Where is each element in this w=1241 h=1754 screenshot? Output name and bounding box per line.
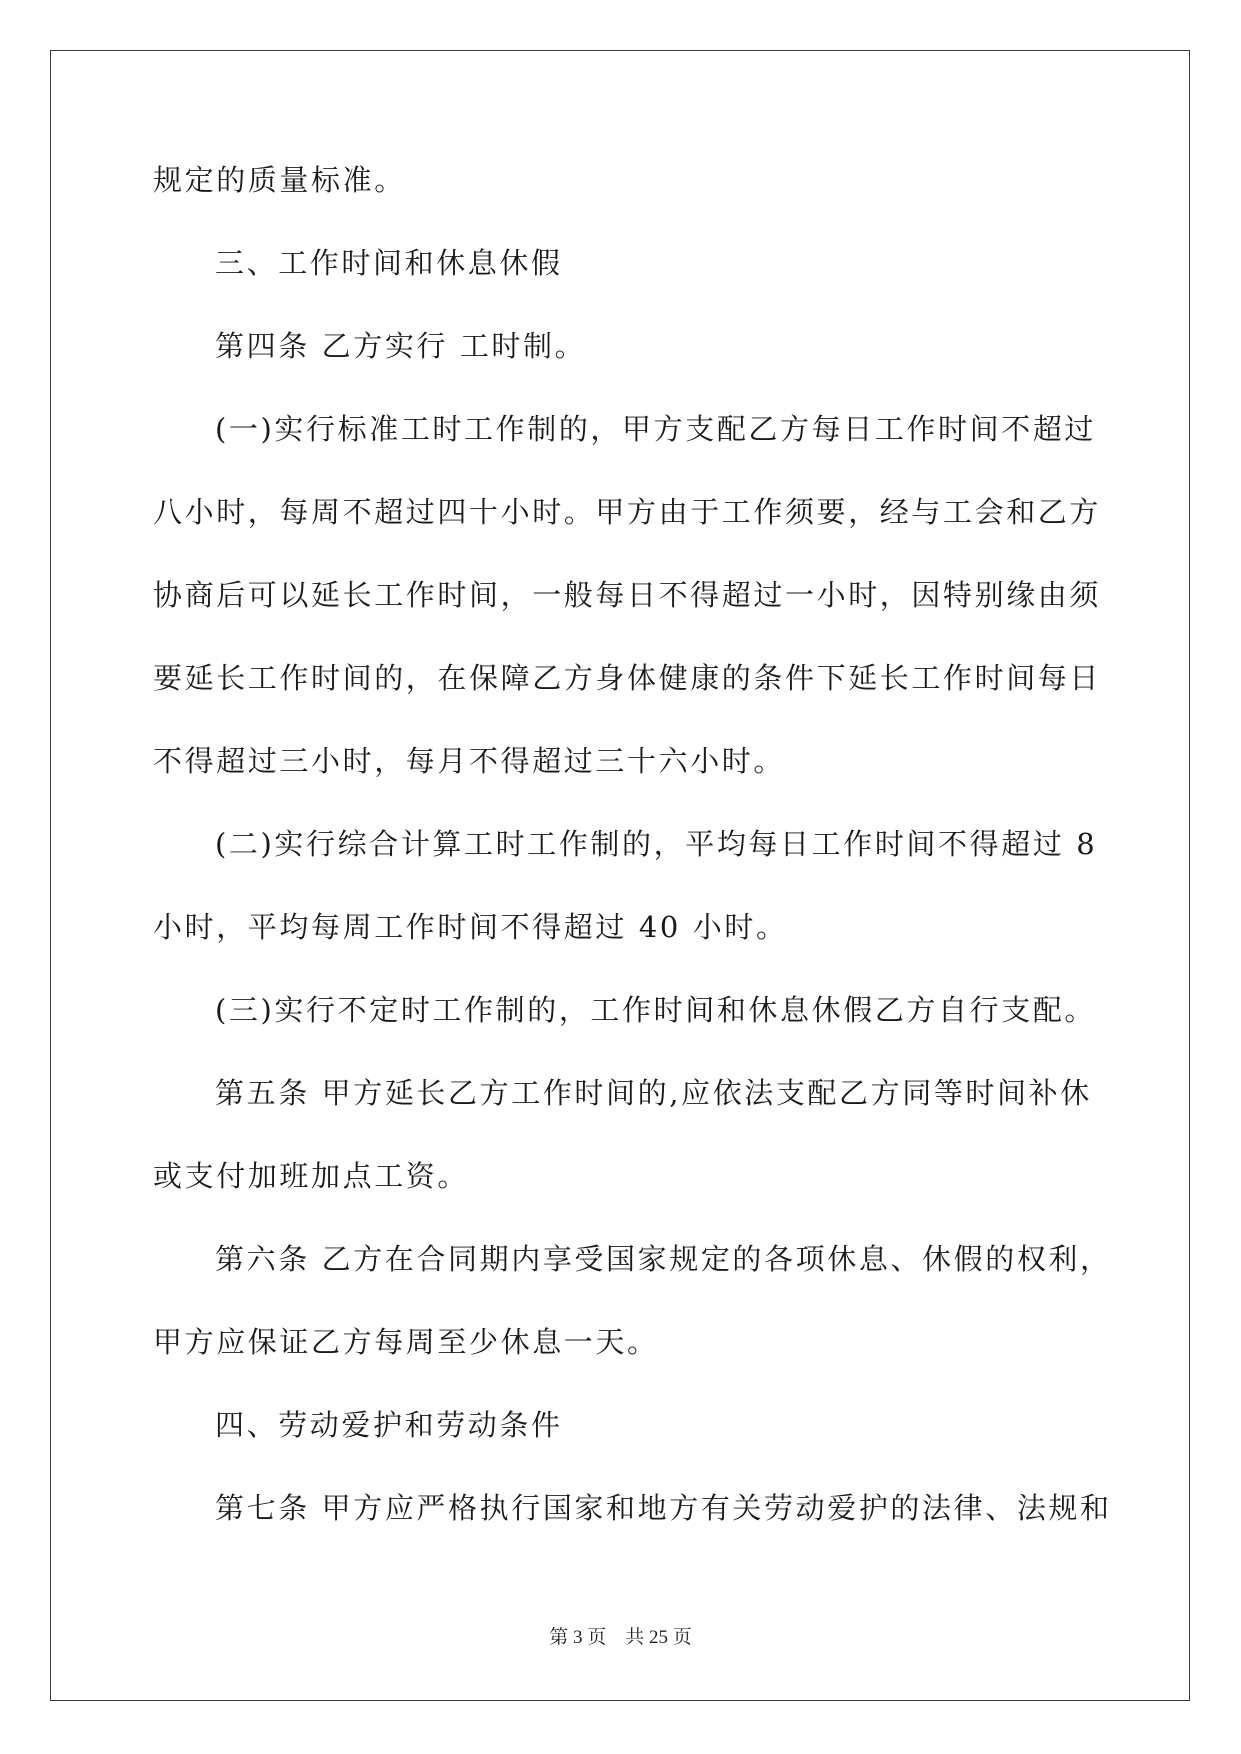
page-border [50,50,1190,1701]
text-line: 甲方应保证乙方每周至少休息一天。 [153,1325,659,1359]
section-heading: 三、工作时间和休息休假 [215,246,563,280]
text-line: 八小时，每周不超过四十小时。甲方由于工作须要，经与工会和乙方 [153,495,1102,529]
text-line: (三)实行不定时工作制的，工作时间和休息休假乙方自行支配。 [215,993,1097,1027]
text-line: 规定的质量标准。 [153,163,406,197]
text-line: 或支付加班加点工资。 [153,1159,470,1193]
text-line: (一)实行标准工时工作制的，甲方支配乙方每日工作时间不超过 [215,412,1097,446]
text-line: 小时，平均每周工作时间不得超过 40 小时。 [153,910,788,944]
article-line: 第四条 乙方实行 工时制。 [215,329,587,363]
text-line: 要延长工作时间的，在保障乙方身体健康的条件下延长工作时间每日 [153,661,1102,695]
section-heading: 四、劳动爱护和劳动条件 [215,1408,563,1442]
text-line: (二)实行综合计算工时工作制的，平均每日工作时间不得超过 8 [215,827,1098,861]
text-line: 协商后可以延长工作时间，一般每日不得超过一小时，因特别缘由须 [153,578,1102,612]
article-line: 第六条 乙方在合同期内享受国家规定的各项休息、休假的权利， [215,1242,1112,1276]
page-number-footer: 第 3 页 共 25 页 [549,1627,692,1648]
text-line: 不得超过三小时，每月不得超过三十六小时。 [153,744,786,778]
article-line: 第七条 甲方应严格执行国家和地方有关劳动爱护的法律、法规和 [215,1491,1112,1525]
article-line: 第五条 甲方延长乙方工作时间的,应依法支配乙方同等时间补休 [215,1076,1092,1110]
